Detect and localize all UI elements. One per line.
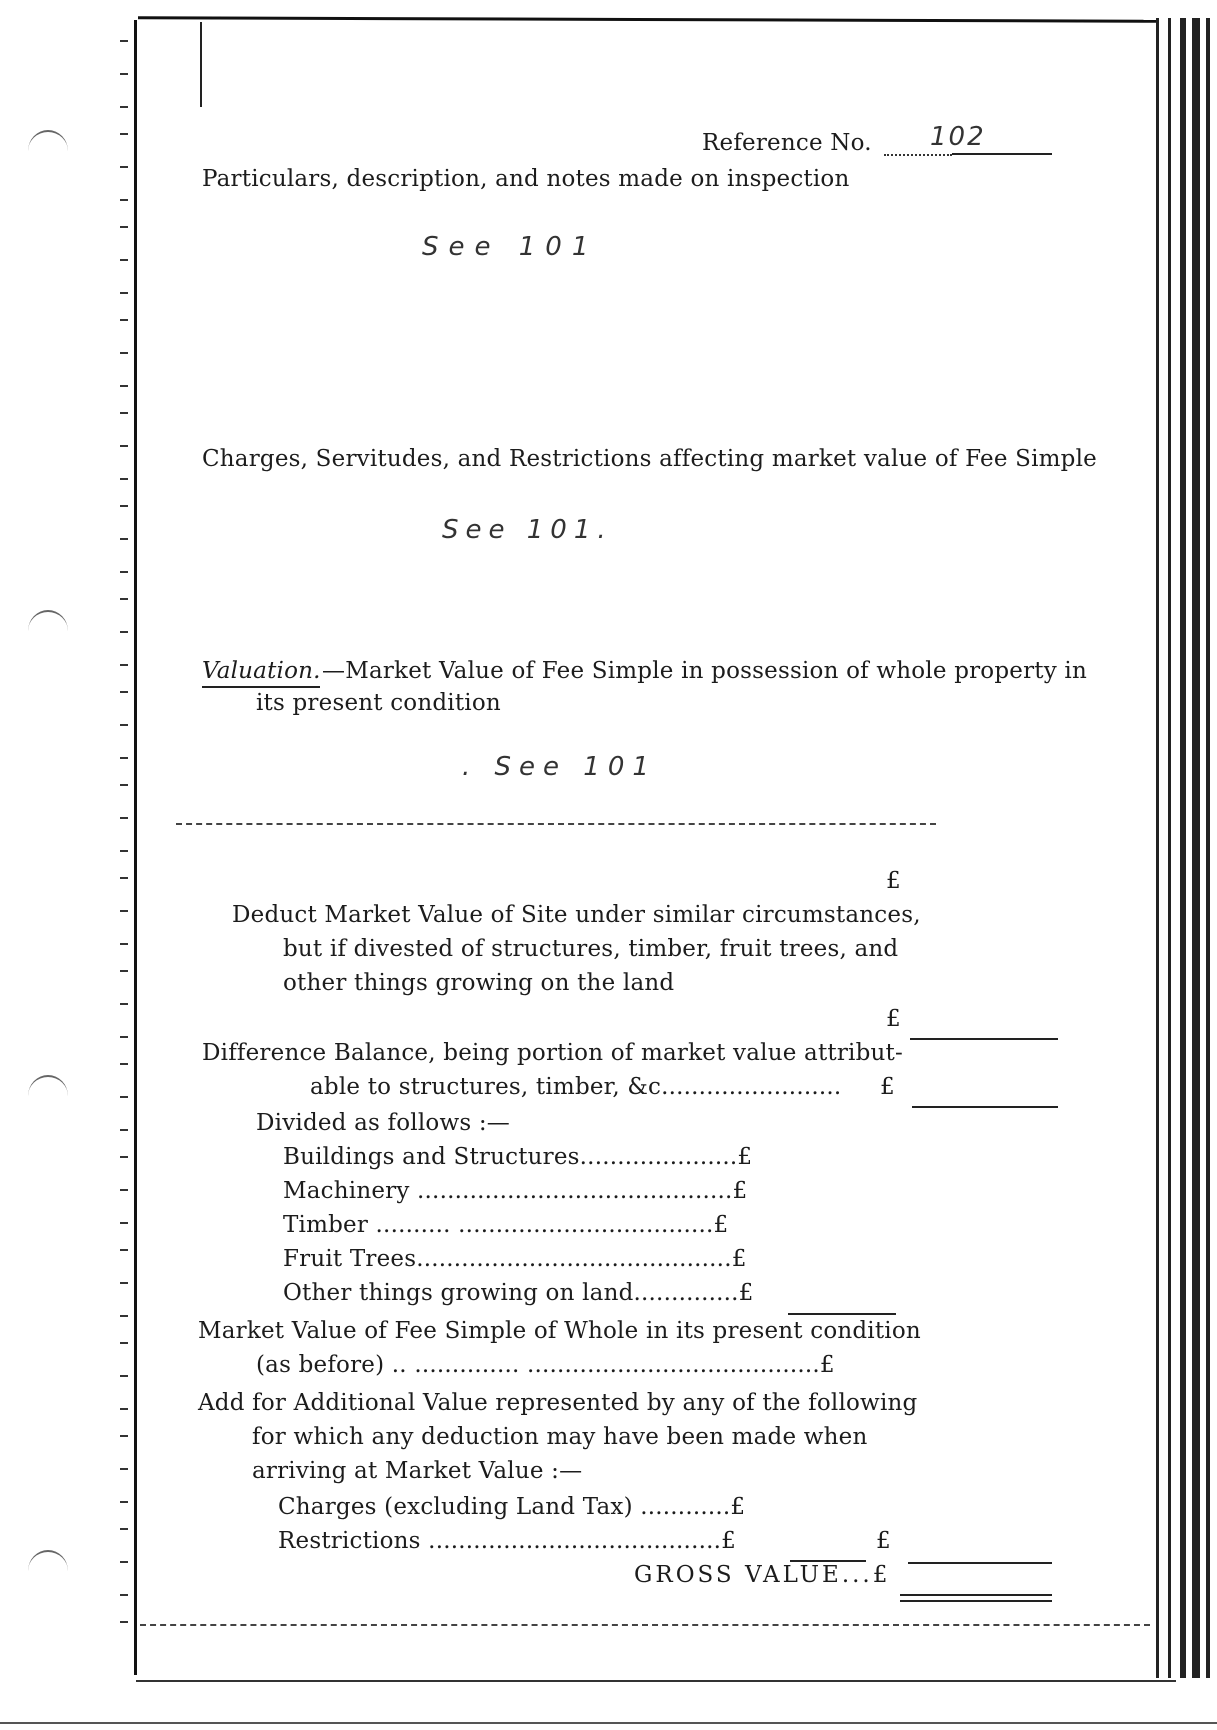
binding-tick: [120, 598, 128, 600]
binding-tick: [120, 784, 128, 786]
deduct-line-2: but if divested of structures, timber, fruit trees, and: [283, 936, 899, 962]
add-amount-rule: [908, 1562, 1052, 1564]
binding-tick: [120, 1621, 128, 1623]
add-line-2: for which any deduction may have been made when: [252, 1424, 868, 1450]
reference-label: Reference No.: [702, 130, 872, 156]
binding-tick: [120, 691, 128, 693]
binding-tick: [120, 40, 128, 42]
difference-pound: £: [880, 1074, 895, 1100]
charges-heading: Charges, Servitudes, and Restrictions affecting market value of Fee Simple: [202, 446, 1097, 472]
deduct-pound: £: [886, 1006, 901, 1032]
binding-tick: [120, 1063, 128, 1065]
add-restrictions: Restrictions .......................................£: [278, 1528, 736, 1554]
binding-tick: [120, 970, 128, 972]
binding-tick: [120, 1249, 128, 1251]
page-left-inner-mark: [200, 22, 202, 107]
binding-ticks: [120, 40, 134, 1680]
punch-hole-mark: [28, 1075, 68, 1117]
binding-tick: [120, 664, 128, 666]
binding-tick: [120, 1501, 128, 1503]
binding-tick: [120, 943, 128, 945]
page-bottom-edge: [136, 1680, 1176, 1682]
binding-tick: [120, 166, 128, 168]
reference-rule: [952, 153, 1052, 155]
binding-tick: [120, 1036, 128, 1038]
page-stack-edge: [1152, 18, 1214, 1678]
market-value-line-1: Market Value of Fee Simple of Whole in its present condition: [198, 1318, 921, 1344]
gross-value-label: GROSS VALUE...£: [634, 1562, 891, 1588]
gross-value-rule-1: [900, 1594, 1052, 1596]
binding-tick: [120, 1561, 128, 1563]
add-pound: £: [876, 1528, 891, 1554]
binding-tick: [120, 1594, 128, 1596]
valuation-separator: [176, 823, 936, 825]
binding-tick: [120, 817, 128, 819]
page-top-edge: [138, 16, 1158, 23]
divided-total-rule: [788, 1313, 896, 1315]
add-line-1: Add for Additional Value represented by any of the following: [198, 1390, 918, 1416]
divided-item: Other things growing on land..............£: [283, 1280, 754, 1306]
binding-tick: [120, 757, 128, 759]
difference-line-2: able to structures, timber, &c........................: [310, 1074, 842, 1100]
binding-tick: [120, 1096, 128, 1098]
binding-tick: [120, 1528, 128, 1530]
binding-tick: [120, 319, 128, 321]
divided-item: Machinery ..........................................£: [283, 1178, 748, 1204]
binding-tick: [120, 133, 128, 135]
binding-tick: [120, 1129, 128, 1131]
binding-tick: [120, 877, 128, 879]
binding-tick: [120, 1435, 128, 1437]
valuation-line-1: —Market Value of Fee Simple in possession of whole property in: [322, 658, 1087, 684]
binding-tick: [120, 571, 128, 573]
binding-tick: [120, 226, 128, 228]
valuation-title-underline: [202, 686, 320, 688]
gross-value-rule-2: [900, 1600, 1052, 1602]
binding-tick: [120, 199, 128, 201]
valuation-note: . See 101: [462, 752, 657, 782]
binding-tick: [120, 1189, 128, 1191]
binding-tick: [120, 850, 128, 852]
binding-tick: [120, 478, 128, 480]
deduct-line-1: Deduct Market Value of Site under similar circumstances,: [232, 902, 921, 928]
particulars-heading: Particulars, description, and notes made on inspection: [202, 166, 850, 192]
binding-tick: [120, 724, 128, 726]
difference-amount-rule: [912, 1106, 1058, 1108]
punch-hole-mark: [28, 1550, 68, 1592]
binding-tick: [120, 385, 128, 387]
binding-tick: [120, 1408, 128, 1410]
binding-tick: [120, 1222, 128, 1224]
binding-tick: [120, 1342, 128, 1344]
binding-tick: [120, 1468, 128, 1470]
binding-tick: [120, 538, 128, 540]
reference-value: 102: [930, 122, 986, 152]
particulars-note: See 101: [422, 232, 599, 262]
add-charges: Charges (excluding Land Tax) ............£: [278, 1494, 746, 1520]
punch-hole-mark: [28, 130, 68, 172]
binding-tick: [120, 1282, 128, 1284]
binding-tick: [120, 1315, 128, 1317]
binding-tick: [120, 1156, 128, 1158]
divided-item: Buildings and Structures.....................£: [283, 1144, 753, 1170]
binding-tick: [120, 106, 128, 108]
scan-bottom-line: [0, 1722, 1217, 1724]
market-value-line-2: (as before) .. .............. .......................................£: [256, 1352, 835, 1378]
valuation-line-2: its present condition: [256, 690, 501, 716]
reference-dotted-line: [884, 154, 952, 156]
binding-tick: [120, 412, 128, 414]
binding-tick: [120, 352, 128, 354]
divided-item: Timber .......... ..................................£: [283, 1212, 729, 1238]
page-left-edge: [134, 20, 137, 1675]
binding-tick: [120, 505, 128, 507]
add-line-3: arriving at Market Value :—: [252, 1458, 583, 1484]
binding-tick: [120, 910, 128, 912]
deduct-amount-rule: [910, 1038, 1058, 1040]
binding-tick: [120, 1003, 128, 1005]
valuation-pound: £: [886, 868, 901, 894]
charges-note: See 101.: [442, 515, 613, 545]
binding-tick: [120, 445, 128, 447]
binding-tick: [120, 292, 128, 294]
divided-item: Fruit Trees..........................................£: [283, 1246, 747, 1272]
binding-tick: [120, 259, 128, 261]
binding-tick: [120, 631, 128, 633]
bottom-dashed-line: [140, 1624, 1150, 1626]
valuation-title: Valuation.: [202, 658, 321, 684]
deduct-line-3: other things growing on the land: [283, 970, 675, 996]
binding-tick: [120, 73, 128, 75]
difference-line-1: Difference Balance, being portion of market value attribut-: [202, 1040, 903, 1066]
divided-heading: Divided as follows :—: [256, 1110, 511, 1136]
punch-hole-mark: [28, 610, 68, 652]
binding-tick: [120, 1375, 128, 1377]
